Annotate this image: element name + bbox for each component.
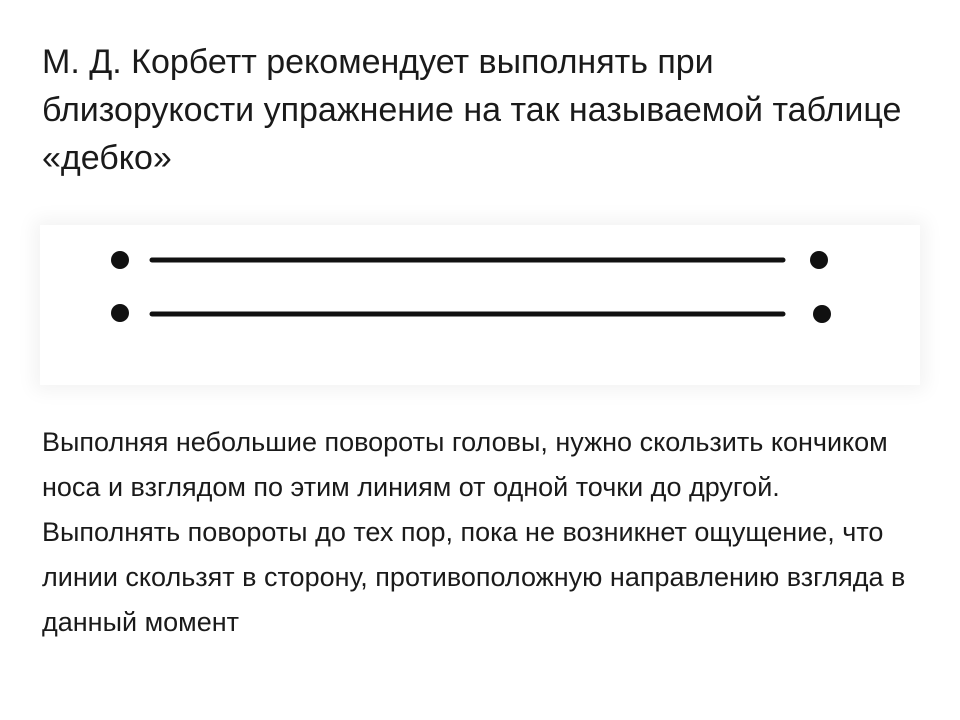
top-left-dot xyxy=(111,251,129,269)
slide-title: М. Д. Корбетт рекомендует выполнять при близорукости упражнение на так называемой таблице «дебко» xyxy=(42,43,902,177)
bottom-right-dot xyxy=(813,305,831,323)
top-right-dot xyxy=(810,251,828,269)
debko-chart-figure xyxy=(40,225,920,385)
slide-body-text: Выполняя небольшие повороты головы, нужно скользить кончиком носа и взглядом по этим линиям от одной точки до другой. Выполнять повороты до тех пор, пока не возникнет ощущение, что линии скользят в сторону, противоположную направлению взгляда в данный момент xyxy=(42,427,906,637)
bottom-left-dot xyxy=(111,304,129,322)
debko-lines-diagram xyxy=(40,225,920,385)
